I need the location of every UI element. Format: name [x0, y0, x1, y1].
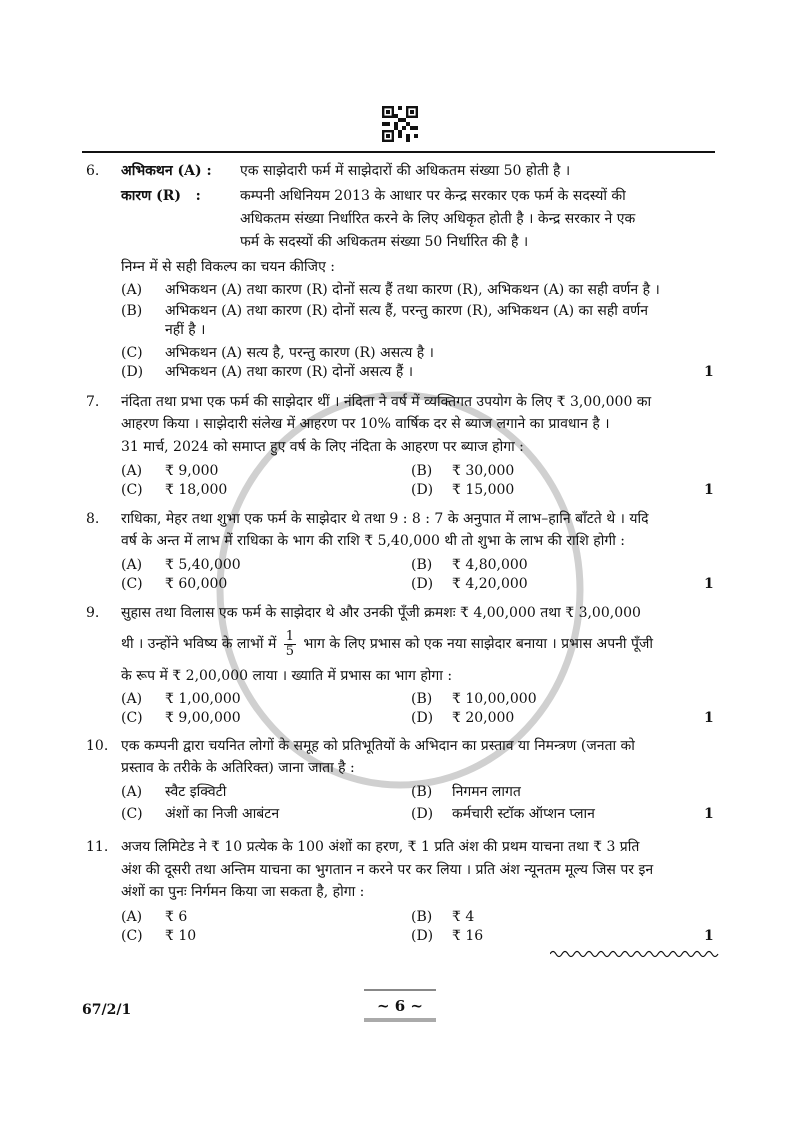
instruction-text: निम्न में से सही विकल्प का चयन कीजिए : — [121, 259, 335, 275]
marks: 1 — [704, 928, 714, 944]
option-label: (A) — [121, 557, 143, 573]
option-label: (A) — [121, 784, 143, 800]
option-label: (A) — [121, 691, 143, 707]
option-label: (C) — [121, 710, 143, 726]
option-label: (D) — [121, 364, 144, 380]
option-label: (C) — [121, 928, 143, 944]
assertion-label: अभिकथन (A) : — [121, 163, 212, 179]
option-label: (D) — [411, 482, 434, 498]
option-text: ₹ 1,00,000 — [165, 691, 241, 707]
option-label: (B) — [411, 557, 433, 573]
option-label: (C) — [121, 482, 143, 498]
option-label: (A) — [121, 282, 143, 298]
option-text: ₹ 10,00,000 — [452, 691, 537, 707]
marks: 1 — [704, 710, 714, 726]
question-line: वर्ष के अन्त में लाभ में राधिका के भाग की राशि ₹ 5,40,000 थी तो शुभा के लाभ की राशि होगी : — [121, 533, 626, 549]
marks: 1 — [704, 806, 714, 822]
option-text-continued: नहीं है । — [165, 322, 206, 338]
option-text: ₹ 10 — [165, 928, 197, 944]
question-line: आहरण किया । साझेदारी संलेख में आहरण पर 10% वार्षिक दर से ब्याज लगाने का प्रावधान है । — [121, 416, 610, 432]
option-text: अभिकथन (A) तथा कारण (R) दोनों असत्य हैं । — [165, 364, 414, 380]
marks: 1 — [704, 482, 714, 498]
option-label: (B) — [411, 784, 433, 800]
option-text: अभिकथन (A) तथा कारण (R) दोनों सत्य हैं, परन्तु कारण (R), अभिकथन (A) का सही वर्णन — [165, 303, 649, 319]
option-text: ₹ 16 — [452, 928, 484, 944]
question-number: 6. — [86, 163, 100, 179]
option-label: (A) — [121, 909, 143, 925]
question-number: 11. — [86, 839, 109, 855]
option-label: (C) — [121, 806, 143, 822]
option-label: (C) — [121, 345, 143, 361]
question-line: अजय लिमिटेड ने ₹ 10 प्रत्येक के 100 अंशों का हरण, ₹ 1 प्रति अंश की प्रथम याचना तथा ₹ 3 प्रति — [121, 839, 640, 855]
header-rule — [82, 151, 715, 153]
option-text: ₹ 30,000 — [452, 463, 515, 479]
option-text: ₹ 20,000 — [452, 710, 515, 726]
option-label: (B) — [411, 909, 433, 925]
reason-line: कम्पनी अधिनियम 2013 के आधार पर केन्द्र सरकार एक फर्म के सदस्यों की — [240, 188, 626, 204]
question-line: प्रस्ताव के तरीके के अतिरिक्त) जाना जाता है : — [121, 760, 355, 776]
paper-code: 67/2/1 — [82, 1002, 132, 1018]
question-number: 8. — [86, 511, 100, 527]
question-line-with-fraction — [121, 628, 653, 660]
option-label: (B) — [121, 303, 143, 319]
question-line: अंश की दूसरी तथा अन्तिम याचना का भुगतान न करने पर कर लिया । प्रति अंश न्यूनतम मूल्य जिस पर इन — [121, 862, 654, 878]
question-number: 9. — [86, 605, 100, 621]
question-line: सुहास तथा विलास एक फर्म के साझेदार थे और उनकी पूँजी क्रमशः ₹ 4,00,000 तथा ₹ 3,00,000 — [121, 605, 641, 621]
marks: 1 — [704, 364, 714, 380]
marks: 1 — [704, 576, 714, 592]
option-text: अंशों का निजी आबंटन — [165, 806, 280, 822]
reason-line: अधिकतम संख्या निर्धारित करने के लिए अधिकृत होती है । केन्द्र सरकार ने एक — [240, 211, 636, 227]
option-label: (A) — [121, 463, 143, 479]
fraction — [284, 630, 296, 659]
reason-line: फर्म के सदस्यों की अधिकतम संख्या 50 निर्धारित की है । — [240, 234, 529, 250]
option-text: ₹ 4 — [452, 909, 475, 925]
option-text: निगमन लागत — [452, 784, 521, 800]
fraction-numerator: 1 — [285, 628, 295, 644]
option-text: ₹ 9,000 — [165, 463, 219, 479]
question-line: एक कम्पनी द्वारा चयनित लोगों के समूह को प्रतिभूतियों के अभिदान का प्रस्ताव या निमन्त्रण (जनता को — [121, 738, 635, 754]
question-line: के रूप में ₹ 2,00,000 लाया । ख्याति में प्रभास का भाग होगा : — [121, 668, 453, 684]
wavy-divider-icon — [550, 949, 720, 959]
question-line: अंशों का पुनः निर्गमन किया जा सकता है, होगा : — [121, 884, 365, 900]
question-number: 7. — [86, 394, 100, 410]
qr-code-icon — [382, 106, 418, 142]
reason-label: कारण (R) : — [121, 188, 201, 204]
option-label: (C) — [121, 576, 143, 592]
option-label: (D) — [411, 928, 434, 944]
option-text: अभिकथन (A) तथा कारण (R) दोनों सत्य हैं तथा कारण (R), अभिकथन (A) का सही वर्णन है । — [165, 282, 660, 298]
page-number-top-rule — [364, 989, 436, 991]
question-line: 31 मार्च, 2024 को समाप्त हुए वर्ष के लिए नंदिता के आहरण पर ब्याज होगा : — [121, 439, 524, 455]
fraction-denominator: 5 — [285, 643, 295, 659]
assertion-text: एक साझेदारी फर्म में साझेदारों की अधिकतम संख्या 50 होती है । — [240, 163, 571, 179]
option-text: ₹ 18,000 — [165, 482, 228, 498]
option-text: ₹ 4,80,000 — [452, 557, 528, 573]
option-text: ₹ 6 — [165, 909, 188, 925]
option-label: (B) — [411, 463, 433, 479]
page-number: ~ 6 ~ — [376, 997, 424, 1015]
option-text: ₹ 9,00,000 — [165, 710, 241, 726]
option-label: (D) — [411, 806, 434, 822]
question-line: नंदिता तथा प्रभा एक फर्म की साझेदार थीं । नंदिता ने वर्ष में व्यक्तिगत उपयोग के लिए ₹ 3,00,000 का — [121, 394, 652, 410]
option-label: (D) — [411, 576, 434, 592]
question-number: 10. — [86, 738, 109, 754]
option-label: (D) — [411, 710, 434, 726]
question-text: थी । उन्होंने भविष्य के लाभों में — [121, 636, 277, 652]
question-line: राधिका, मेहर तथा शुभा एक फर्म के साझेदार थे तथा 9 : 8 : 7 के अनुपात में लाभ–हानि बाँटते थे । यदि — [121, 511, 649, 527]
page-number-bottom-rule — [364, 1018, 436, 1022]
option-text: ₹ 5,40,000 — [165, 557, 241, 573]
option-label: (B) — [411, 691, 433, 707]
option-text: ₹ 15,000 — [452, 482, 515, 498]
question-text: भाग के लिए प्रभास को एक नया साझेदार बनाया । प्रभास अपनी पूँजी — [303, 636, 653, 652]
option-text: ₹ 4,20,000 — [452, 576, 528, 592]
option-text: कर्मचारी स्टॉक ऑप्शन प्लान — [452, 806, 595, 822]
option-text: अभिकथन (A) सत्य है, परन्तु कारण (R) असत्य है । — [165, 345, 434, 361]
option-text: स्वैट इक्विटी — [165, 784, 227, 800]
option-text: ₹ 60,000 — [165, 576, 228, 592]
